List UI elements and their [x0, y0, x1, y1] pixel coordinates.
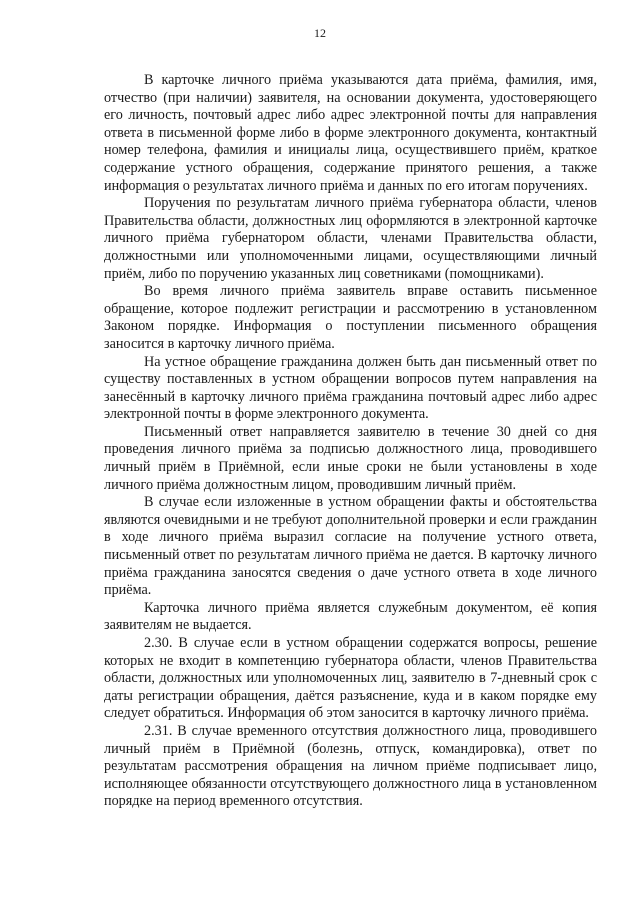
- paragraph-card-status: Карточка личного приёма является служебным документом, её копия заявителям не выдается.: [104, 599, 597, 634]
- paragraph-oral-appeal-answer: На устное обращение гражданина должен быть дан письменный ответ по существу поставленных в устном обращении вопросов путем направления на занесённый в карточку личного приёма гражданина почтовый адрес либо адрес электронной почты в форме электронного документа.: [104, 353, 597, 423]
- paragraph-written-appeal: Во время личного приёма заявитель вправе оставить письменное обращение, которое подлежит регистрации и рассмотрению в установленном Законом порядке. Информация о поступлении письменного обращения заносится в карточку личного приёма.: [104, 283, 597, 352]
- document-body: [104, 72, 597, 811]
- paragraph-section-2-30: 2.30. В случае если в устном обращении содержатся вопросы, решение которых не входит в компетенцию губернатора области, членов Правительства области, должностных или уполномоченных лиц, заявителю в 7-дневный срок с даты регистрации обращения, даётся разъяснение, куда и в каком порядке ему следует обратиться. Информация об этом заносится в карточку личного приёма.: [104, 635, 597, 722]
- paragraph-instructions: Поручения по результатам личного приёма губернатора области, членов Правительства области, должностных лиц оформляются в электронной карточке личного приёма губернатором области, членами Правительства области, должностными или уполномоченными лицами, осуществляющими личный приём, либо по поручению указанных лиц советниками (помощниками).: [104, 195, 597, 282]
- paragraph-section-2-31: 2.31. В случае временного отсутствия должностного лица, проводившего личный приём в Приёмной (болезнь, отпуск, командировка), ответ по результатам рассмотрения обращения на личном приёме подписывает лицо, исполняющее обязанности отсутствующего должностного лица в установленном порядке на период временного отсутствия.: [104, 722, 597, 810]
- paragraph-oral-answer: В случае если изложенные в устном обращении факты и обстоятельства являются очевидными и не требуют дополнительной проверки и если гражданин в ходе личного приёма выразил согласие на получение устного ответа, письменный ответ по результатам личного приёма не дается. В карточку личного приёма гражданина заносятся сведения о даче устного ответа в ходе личного приёма.: [104, 494, 597, 599]
- paragraph-visit-card-contents: В карточке личного приёма указываются дата приёма, фамилия, имя, отчество (при наличии) заявителя, на основании документа, удостоверяющего его личность, почтовый адрес либо адрес электронной почты для направления ответа в письменной форме либо в форме электронного документа, контактный номер телефона, фамилия и инициалы лица, осуществившего приём, краткое содержание устного обращения, содержание принятого решения, а также информация о результатах личного приёма и данных по его итогам поручениях.: [104, 72, 597, 194]
- page-number: 12: [314, 26, 326, 40]
- paragraph-answer-deadline: Письменный ответ направляется заявителю в течение 30 дней со дня проведения личного приёма за подписью должностного лица, проводившего личный приём в Приёмной, если иные сроки не были установлены в ходе личного приёма должностным лицом, проводившим личный приём.: [104, 423, 597, 493]
